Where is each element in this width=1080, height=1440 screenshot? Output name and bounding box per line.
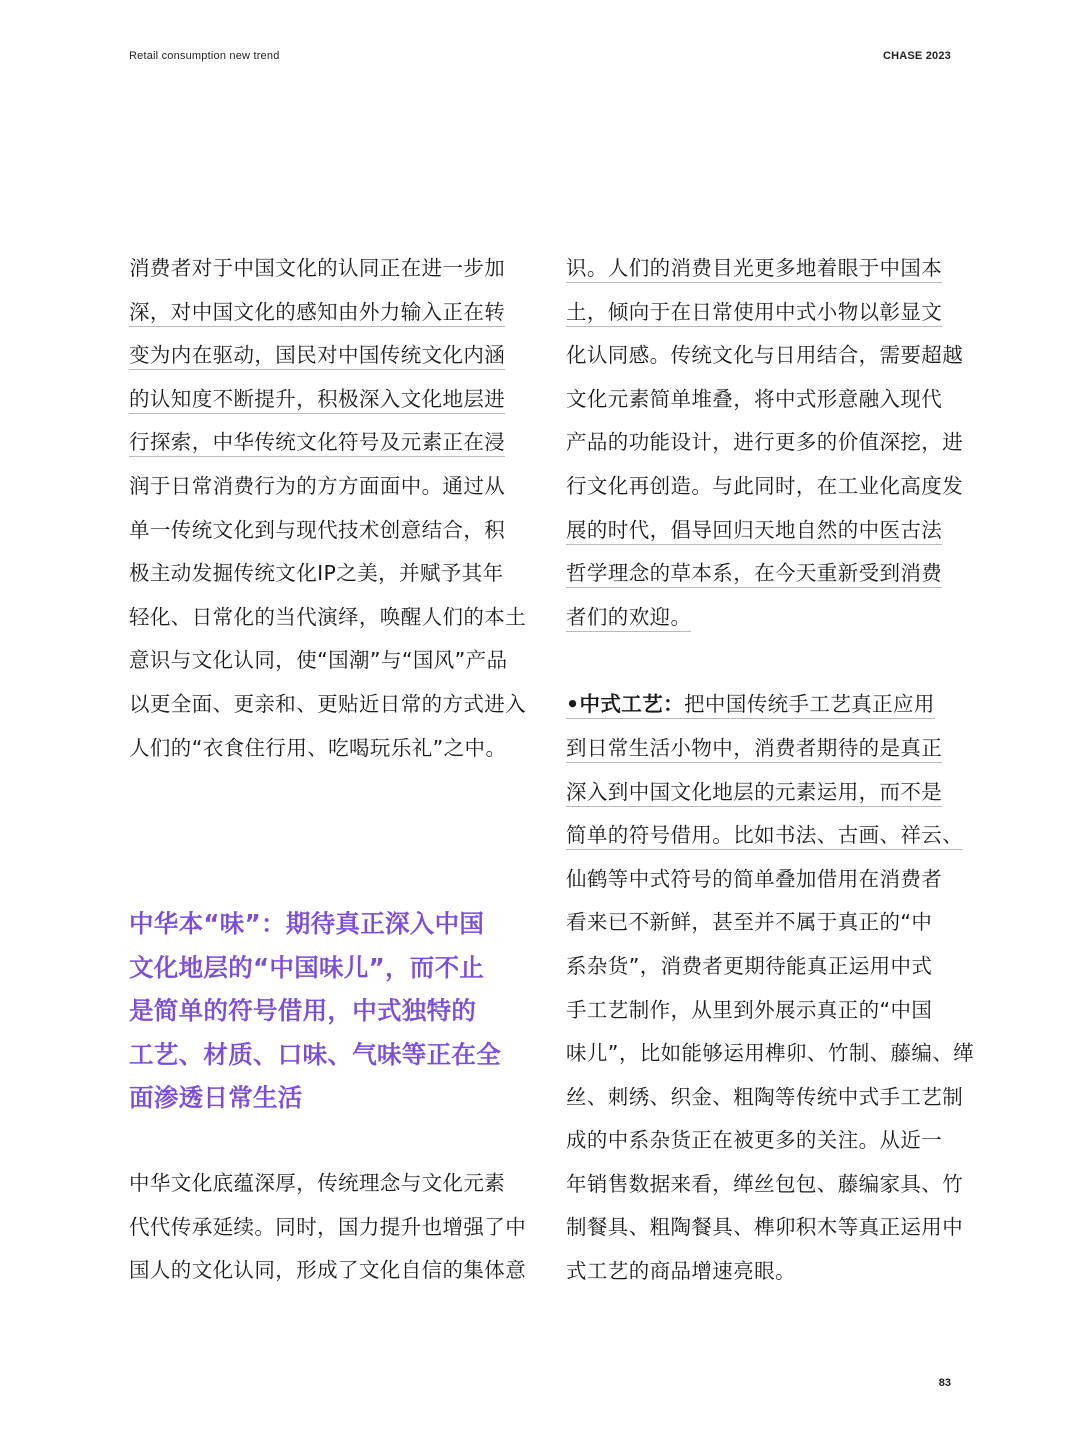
text-line: 味儿”，比如能够运用榫卯、竹制、藤编、缂	[566, 1041, 975, 1066]
left-column	[129, 247, 527, 770]
text-line	[566, 683, 952, 727]
running-head-left: Retail consumption new trend	[129, 50, 280, 62]
underlined-text: 的认知度不断提升，积极深入文化地层进	[129, 387, 505, 414]
continued-paragraph	[566, 247, 964, 639]
text-line: 化认同感。传统文化与日用结合，需要超越	[566, 343, 964, 368]
text-line: 文化元素简单堆叠，将中式形意融入现代	[566, 386, 943, 411]
text-line: 式工艺的商品增速亮眼。	[566, 1259, 796, 1284]
page-number: 83	[938, 1377, 951, 1389]
text-line	[566, 552, 952, 596]
heading-line: 文化地层的“中国味儿”，而不止	[129, 952, 485, 982]
paragraph-gap	[566, 639, 952, 683]
text-line: 手工艺制作，从里到外展示真正的“中国	[566, 997, 933, 1022]
text-line: 制餐具、粗陶餐具、榫卯积木等真正运用中	[566, 1215, 964, 1240]
text-line: 系杂货”，消费者更期待能真正运用中式	[566, 953, 933, 978]
text-line: 单一传统文化到与现代技术创意结合，积	[129, 517, 506, 542]
text-line	[566, 727, 952, 771]
running-head-right	[883, 50, 951, 62]
underlined-text: 深入到中国文化地层的元素运用，而不是	[566, 780, 942, 807]
text-line: 仙鹤等中式符号的简单叠加借用在消费者	[566, 866, 943, 891]
underlined-text: 深，对中国文化的感知由外力输入正在转	[129, 300, 505, 327]
text-line: 行文化再创造。与此同时，在工业化高度发	[566, 473, 964, 498]
text-line: 成的中系杂货正在被更多的关注。从近一	[566, 1128, 943, 1153]
text-line	[566, 247, 952, 291]
text-line	[566, 814, 964, 858]
underlined-text	[566, 692, 935, 719]
text-line	[566, 596, 952, 640]
heading-line: 面渗透日常生活	[129, 1083, 303, 1112]
section-heading	[129, 902, 529, 1120]
text-line: 丝、刺绣、织金、粗陶等传统中式手工艺制	[566, 1084, 964, 1109]
underlined-text: 者们的欢迎。	[566, 605, 691, 632]
text-line: 意识与文化认同，使“国潮”与“国风”产品	[129, 648, 508, 673]
text-line: 轻化、日常化的当代演绎，唤醒人们的本土	[129, 604, 527, 629]
underlined-text: 哲学理念的草本系，在今天重新受到消费	[566, 561, 942, 588]
text-line	[566, 509, 952, 553]
right-column	[566, 247, 975, 1294]
text-line	[566, 771, 952, 815]
bullet-label: •中式工艺：	[566, 692, 685, 717]
text-line: 看来已不新鲜，甚至并不属于真正的“中	[566, 910, 933, 935]
heading-line: 是简单的符号借用，中式独特的	[129, 996, 477, 1025]
underlined-text: 到日常生活小物中，消费者期待的是真正	[566, 736, 942, 763]
underlined-text: 变为内在驱动，国民对中国传统文化内涵	[129, 343, 505, 370]
text-line: 润于日常消费行为的方方面面中。通过从	[129, 473, 506, 498]
underlined-text: 识。人们的消费目光更多地着眼于中国本	[566, 256, 942, 283]
bullet-text: 把中国传统手工艺真正应用	[684, 692, 935, 717]
text-line	[566, 291, 952, 335]
text-line: 代代传承延续。同时，国力提升也增强了中	[129, 1214, 527, 1239]
text-line: 极主动发掘传统文化IP之美，并赋予其年	[129, 561, 504, 586]
intro-paragraph	[129, 247, 527, 770]
heading-line: 工艺、材质、口味、气味等正在全	[129, 1039, 501, 1069]
text-line	[129, 291, 515, 335]
brand-name: CHASE	[882, 50, 923, 62]
text-line: 年销售数据来看，缂丝包包、藤编家具、竹	[566, 1171, 964, 1196]
text-line: 人们的“衣食住行用、吃喝玩乐礼”之中。	[129, 735, 507, 760]
text-line: 以更全面、更亲和、更贴近日常的方式进入	[129, 691, 527, 716]
text-line	[129, 334, 515, 378]
text-line: 国人的文化认同，形成了文化自信的集体意	[129, 1258, 527, 1283]
text-line	[129, 421, 515, 465]
heading-line: 中华本“味”：期待真正深入中国	[129, 909, 485, 938]
text-line: 消费者对于中国文化的认同正在进一步加	[129, 256, 506, 280]
underlined-text: 展的时代，倡导回归天地自然的中医古法	[566, 518, 942, 545]
underlined-text: 土，倾向于在日常使用中式小物以彰显文	[566, 300, 942, 327]
second-paragraph	[129, 1162, 526, 1293]
text-line: 中华文化底蕴深厚，传统理念与文化元素	[129, 1171, 506, 1195]
bullet-paragraph	[566, 683, 975, 1293]
underlined-text: 行探索，中华传统文化符号及元素正在浸	[129, 430, 505, 457]
text-line: 产品的功能设计，进行更多的价值深挖，进	[566, 430, 964, 455]
text-line	[129, 378, 515, 422]
underlined-text: 简单的符号借用。比如书法、古画、祥云、	[566, 823, 963, 850]
year: 2023	[925, 50, 951, 62]
